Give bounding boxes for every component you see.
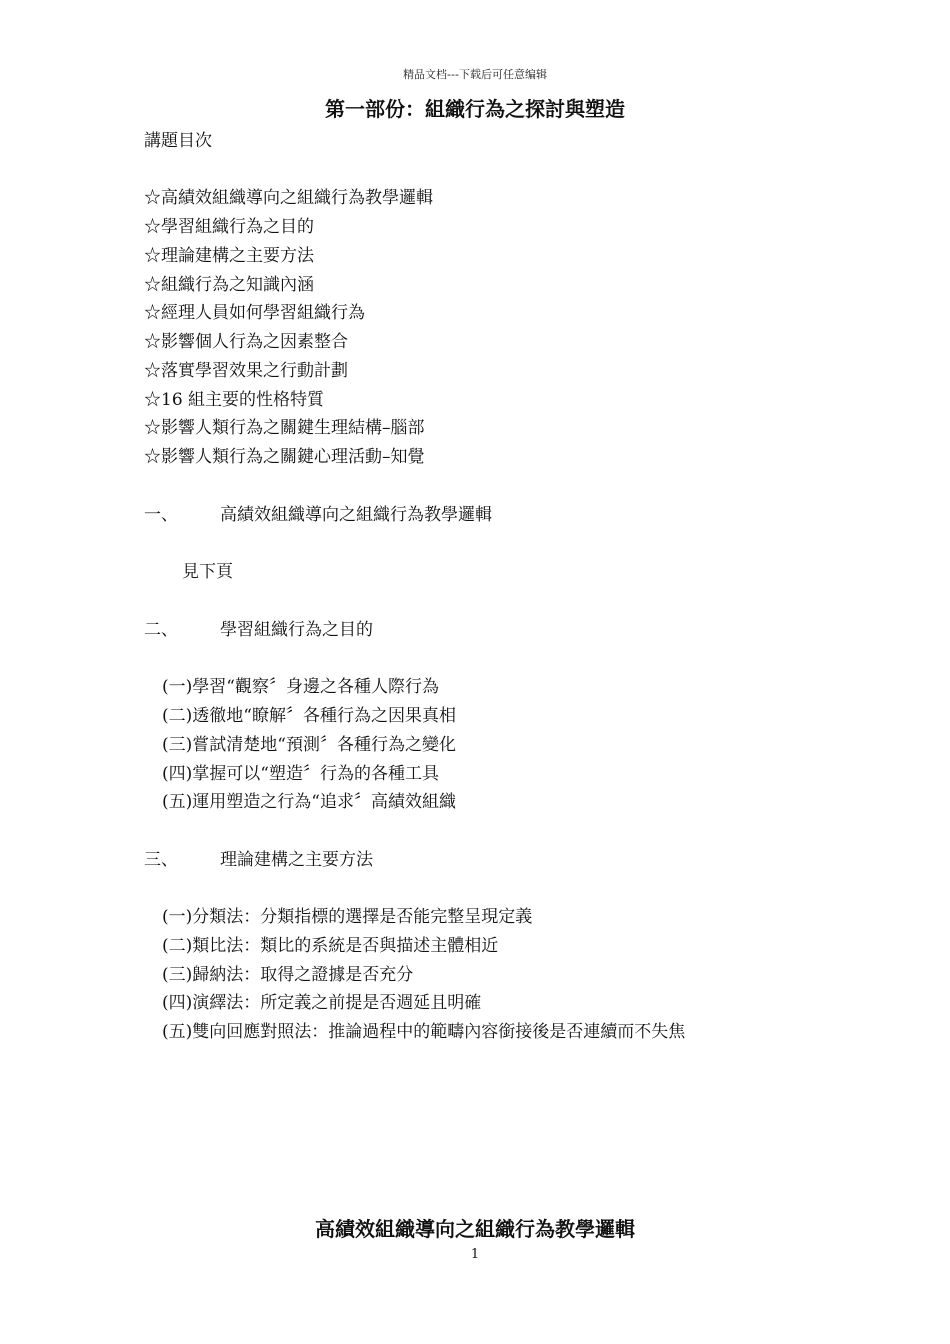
- section-title: 理論建構之主要方法: [220, 850, 373, 870]
- toc-heading: 講題目次: [144, 131, 212, 151]
- page-title: 第一部份：組織行為之探討與塑造: [325, 97, 625, 121]
- list-item: (五)運用塑造之行為“追求〞高績效組織: [162, 792, 456, 812]
- toc-item: ☆高績效組織導向之組織行為教學邏輯: [144, 188, 433, 208]
- toc-item: ☆學習組織行為之目的: [144, 217, 314, 237]
- section-number: 三、: [144, 850, 178, 870]
- section-title: 學習組織行為之目的: [220, 620, 373, 640]
- section-heading-2: [144, 615, 373, 640]
- list-item: (四)掌握可以“塑造〞行為的各種工具: [162, 764, 439, 784]
- toc-item: ☆經理人員如何學習組織行為: [144, 303, 365, 323]
- list-item: (四)演繹法：所定義之前提是否週延且明確: [162, 993, 482, 1013]
- next-section-title: 高績效組織導向之組織行為教學邏輯: [315, 1217, 635, 1241]
- toc-item: ☆16 組主要的性格特質: [144, 390, 325, 410]
- section-title: 高績效組織導向之組織行為教學邏輯: [220, 505, 492, 525]
- list-item: (三)嘗試清楚地“預測〞各種行為之變化: [162, 735, 456, 755]
- header-watermark: 精品文档---下载后可任意编辑: [403, 68, 547, 81]
- page-number: 1: [470, 1247, 480, 1262]
- toc-item: ☆影響人類行為之關鍵生理結構–腦部: [144, 418, 425, 438]
- section-heading-3: [144, 845, 373, 870]
- list-item: (二)透徹地“瞭解〞各種行為之因果真相: [162, 706, 456, 726]
- section-note: 見下頁: [182, 562, 233, 582]
- toc-item: ☆組織行為之知識內涵: [144, 275, 314, 295]
- toc-item: ☆影響人類行為之關鍵心理活動–知覺: [144, 447, 425, 467]
- toc-item: ☆理論建構之主要方法: [144, 246, 314, 266]
- section-heading-1: [144, 500, 492, 525]
- list-item: (二)類比法：類比的系統是否與描述主體相近: [162, 936, 499, 956]
- list-item: (一)分類法：分類指標的選擇是否能完整呈現定義: [162, 907, 533, 927]
- section-number: 一、: [144, 505, 178, 525]
- toc-item: ☆影響個人行為之因素整合: [144, 332, 348, 352]
- toc-item: ☆落實學習效果之行動計劃: [144, 361, 348, 381]
- list-item: (三)歸納法：取得之證據是否充分: [162, 965, 414, 985]
- list-item: (一)學習“觀察〞身邊之各種人際行為: [162, 677, 439, 697]
- list-item: (五)雙向回應對照法：推論過程中的範疇內容銜接後是否連續而不失焦: [162, 1022, 686, 1042]
- section-number: 二、: [144, 620, 178, 640]
